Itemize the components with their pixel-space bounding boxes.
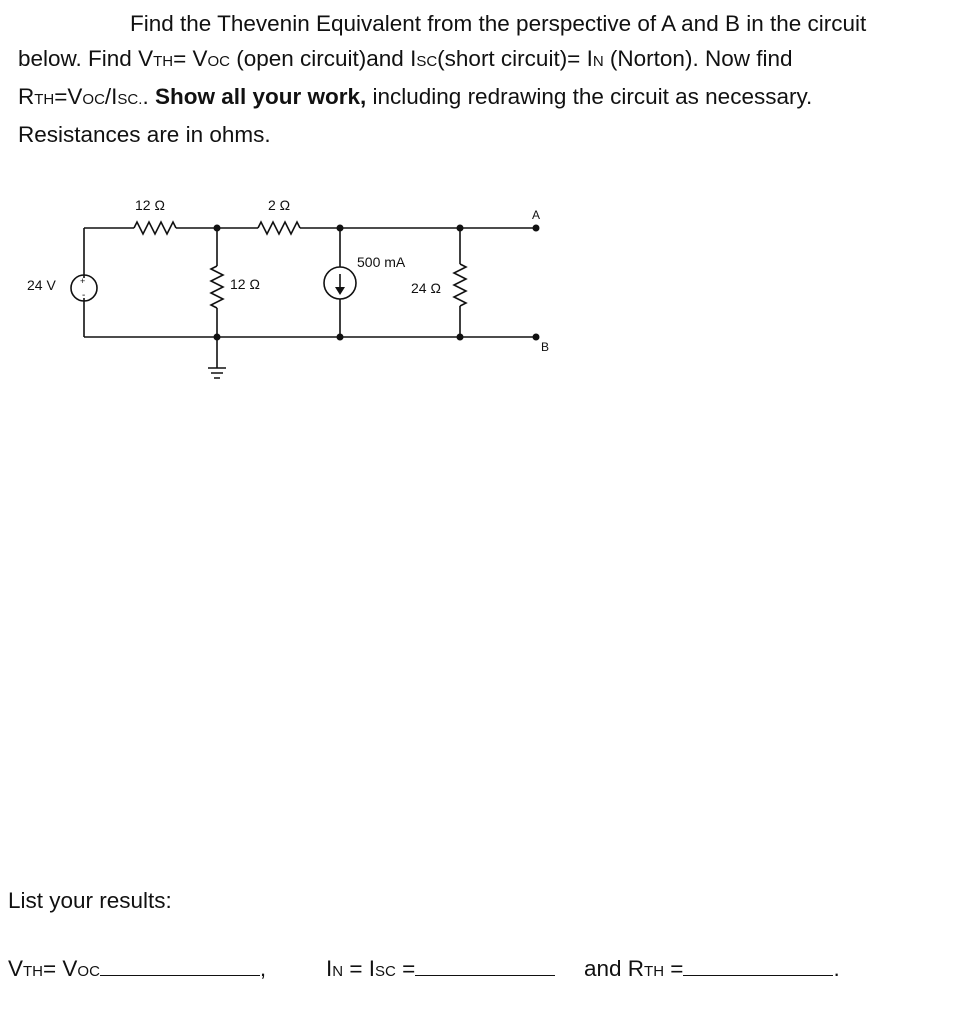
rth-blank[interactable] [683,955,833,976]
source-minus: - [82,290,86,301]
problem-statement [18,6,938,152]
junction-dot [457,225,464,232]
resistor-r3 [211,266,223,308]
problem-line-3: RTH=VOC/ISC.. Show all your work, including redrawing the circuit as necessary. [18,84,813,109]
isrc-label: 500 mA [357,254,406,270]
vth-blank[interactable] [100,955,260,976]
ground-symbol [208,368,226,378]
resistor-r2 [258,222,300,234]
junction-dot [214,334,221,341]
emphasis-text: Show all your work, [154,84,367,109]
r3-label: 12 Ω [230,276,260,292]
resistor-r1 [134,222,176,234]
wire-top-left [84,228,536,337]
vth-result: VTH= VOC , [8,956,267,981]
source-plus: + [80,276,86,286]
results-row [8,955,948,995]
in-result: IN = ISC = [326,955,555,982]
terminal-b-dot [533,334,540,341]
junction-dot [337,225,344,232]
r1-label: 12 Ω [135,197,165,213]
problem-line-1: Find the Thevenin Equivalent from the perspective of A and B in the circuit [130,11,867,36]
node-a-label: A [532,208,541,222]
isrc-arrowhead [335,287,345,295]
problem-line-4: Resistances are in ohms. [18,122,271,147]
node-b-label: B [541,340,550,354]
resistor-r4 [454,264,466,306]
r2-label: 2 Ω [268,197,291,213]
problem-line-2: below. Find VTH= VOC (open circuit)and ISC(short circuit)= IN (Norton). Now find [18,46,793,71]
results-heading: List your results: [8,888,172,913]
r4-label: 24 Ω [411,280,441,296]
source-label: 24 V [27,277,56,293]
in-blank[interactable] [415,955,555,976]
terminal-a-dot [533,225,540,232]
junction-dot [337,334,344,341]
junction-dot [214,225,221,232]
rth-result: and RTH = . [584,956,840,981]
circuit-diagram [0,180,600,380]
junction-dot [457,334,464,341]
